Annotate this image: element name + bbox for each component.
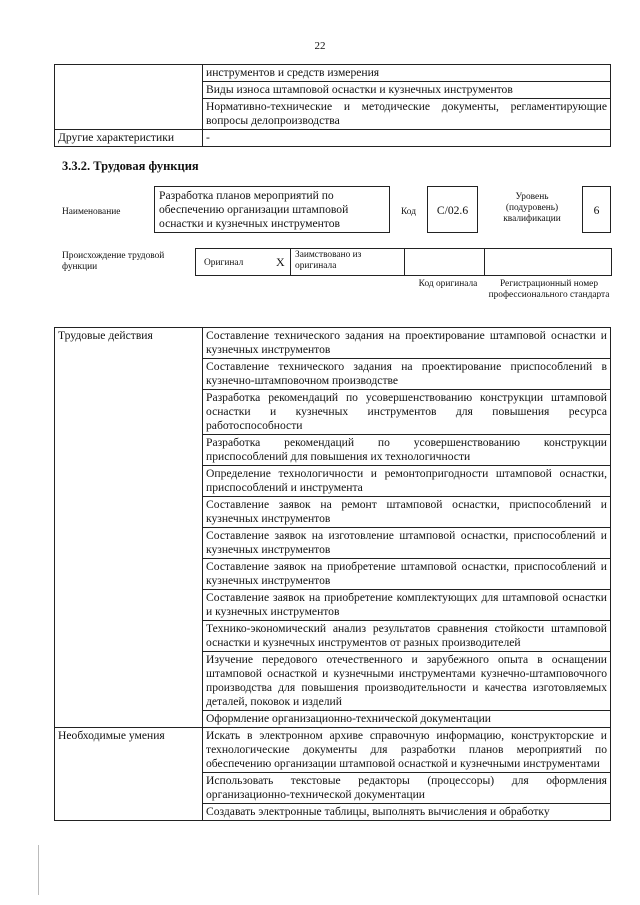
- origin-label: Происхождение трудовой функции: [62, 251, 165, 272]
- table-label-cell: [55, 65, 203, 130]
- origin-divider: [484, 248, 485, 276]
- name-label: Наименование: [62, 207, 121, 217]
- labor-action-item: Составление заявок на изготовление штамповой оснастки, приспособлений и кузнечных инструментов: [203, 528, 611, 559]
- origin-divider: [404, 248, 405, 276]
- origin-divider: [290, 248, 291, 276]
- other-characteristics-label: Другие характеристики: [55, 130, 203, 147]
- qualification-level-box: [582, 186, 611, 233]
- labor-action-item: Составление технического задания на проектирование штамповой оснастки и кузнечных инструментов: [203, 328, 611, 359]
- original-label: Оригинал: [204, 258, 244, 268]
- labor-action-item: Оформление организационно-технической документации: [203, 711, 611, 728]
- table-row: [55, 328, 611, 359]
- page-number: 22: [314, 40, 326, 52]
- skill-item: Создавать электронные таблицы, выполнять вычисления и обработку: [203, 804, 611, 821]
- table-row: [55, 728, 611, 773]
- required-skills-label: Необходимые умения: [55, 728, 203, 821]
- labor-action-item: Составление заявок на ремонт штамповой оснастки, приспособлений и кузнечных инструментов: [203, 497, 611, 528]
- knowledge-continuation-table: [54, 64, 611, 147]
- other-characteristics-value: -: [203, 130, 611, 147]
- function-name-value: Разработка планов мероприятий по обеспечению организации штамповой оснастки и кузнечных инструментов: [159, 189, 349, 230]
- function-code-value: С/02.6: [436, 204, 469, 217]
- function-code-box: [427, 186, 478, 233]
- function-name-box: [154, 186, 390, 233]
- table-value-cell: Нормативно-технические и методические документы, регламентирующие вопросы делопроизводства: [203, 99, 611, 130]
- reg-number-caption: Регистрационный номер профессионального стандарта: [488, 279, 610, 300]
- qualification-level-value: 6: [593, 204, 600, 217]
- labor-action-item: Составление технического задания на проектирование приспособлений в кузнечно-штамповочном производстве: [203, 359, 611, 390]
- labor-action-item: Составление заявок на приобретение штамповой оснастки, приспособлений и кузнечных инструментов: [203, 559, 611, 590]
- table-row: [55, 65, 611, 82]
- labor-action-item: Технико-экономический анализ результатов сравнения стойкости штамповой оснастки и кузнечных инструментов от разных производителей: [203, 621, 611, 652]
- section-heading: 3.3.2. Трудовая функция: [62, 159, 199, 173]
- labor-action-item: Разработка рекомендаций по усовершенствованию конструкции приспособлений для повышения их технологичности: [203, 435, 611, 466]
- table-value-cell: Виды износа штамповой оснастки и кузнечных инструментов: [203, 82, 611, 99]
- labor-action-item: Изучение передового отечественного и зарубежного опыта в оснащении штамповой оснасткой и кузнечными инструментами кузнечно-штамповочного производства для повышения производительности и качества изготовляемых деталей, поковок и изделий: [203, 652, 611, 711]
- labor-action-item: Разработка рекомендаций по усовершенствованию конструкции штамповой оснастки и кузнечных инструментов для повышения ресурса работоспособности: [203, 390, 611, 435]
- labor-action-item: Определение технологичности и ремонтопригодности штамповой оснастки, приспособлений и инструмента: [203, 466, 611, 497]
- original-code-caption: Код оригинала: [418, 279, 478, 289]
- labor-actions-label: Трудовые действия: [55, 328, 203, 728]
- borrowed-label: Заимствовано из оригинала: [295, 250, 362, 271]
- level-label: Уровень (подуровень) квалификации: [503, 192, 561, 224]
- labor-action-item: Составление заявок на приобретение комплектующих для штамповой оснастки и кузнечных инструментов: [203, 590, 611, 621]
- original-checkmark: X: [276, 255, 285, 269]
- labor-function-table: [54, 327, 611, 821]
- skill-item: Искать в электронном архиве справочную информацию, конструкторские и технологические документы для разработки планов мероприятий по обеспечению организации штамповой оснасткой и кузнечными инструментами: [203, 728, 611, 773]
- scan-edge-mark: [38, 845, 39, 895]
- skill-item: Использовать текстовые редакторы (процессоры) для оформления организационно-технической документации: [203, 773, 611, 804]
- code-label: Код: [401, 207, 416, 217]
- table-value-cell: инструментов и средств измерения: [203, 65, 611, 82]
- table-row: [55, 130, 611, 147]
